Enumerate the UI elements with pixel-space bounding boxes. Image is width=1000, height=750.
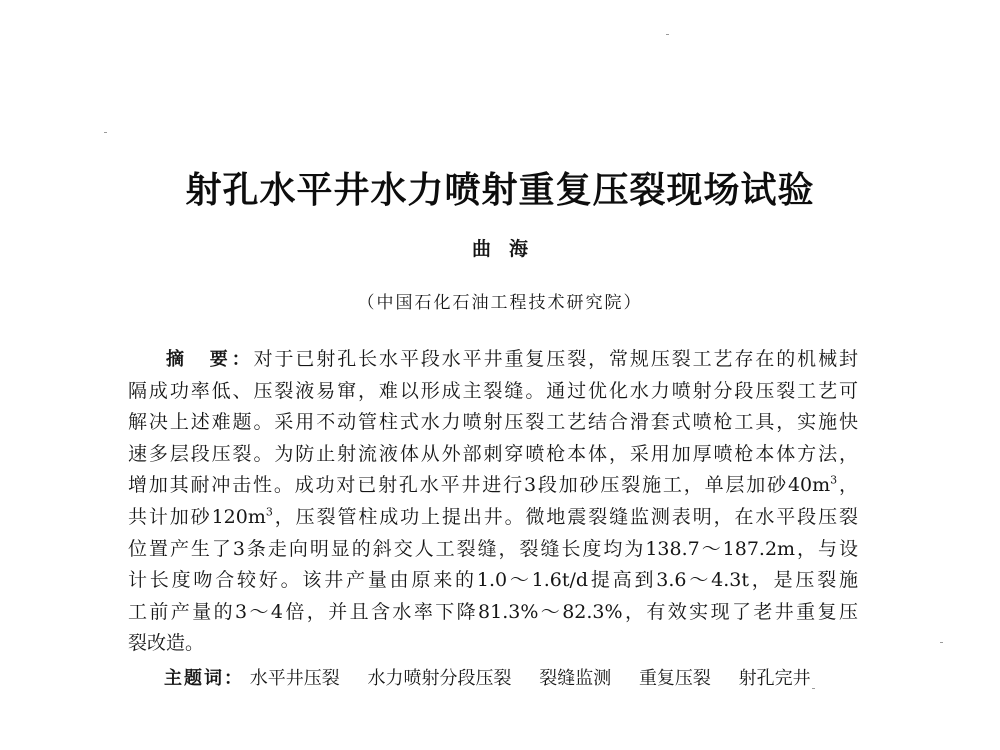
- scan-speck: [940, 642, 943, 643]
- author-name: 曲海: [471, 238, 546, 260]
- abstract-text: 速多层段压裂。为防止射流液体从外部刺穿喷枪本体，采用加厚喷枪本体方法，: [128, 442, 858, 465]
- keywords-line: [164, 664, 833, 694]
- abstract-text: 裂改造。: [128, 632, 205, 655]
- abstract-text: 计长度吻合较好。该井产量由原来的1.0～1.6t/d提高到3.6～4.3t，是压裂施: [128, 569, 858, 592]
- superscript: 3: [265, 505, 273, 519]
- abstract-text: 对于已射孔长水平段水平井重复压裂，常规压裂工艺存在的机械封: [253, 348, 858, 370]
- abstract-line: [128, 534, 858, 566]
- abstract-line: [128, 344, 858, 376]
- abstract-line: [128, 502, 858, 534]
- scan-speck: [104, 132, 107, 133]
- abstract-block: [128, 344, 858, 660]
- abstract-text: ，: [837, 474, 858, 497]
- abstract-line: [128, 407, 858, 439]
- abstract-line: [128, 470, 858, 502]
- keywords-label: 主题词：: [164, 668, 244, 689]
- abstract-text: 解决上述难题。采用不动管柱式水力喷射压裂工艺结合滑套式喷枪工具，实施快: [128, 411, 858, 434]
- keyword: 射孔完井: [738, 668, 811, 689]
- abstract-line: [128, 565, 858, 597]
- abstract-label: 摘 要：: [166, 349, 254, 370]
- abstract-text: 工前产量的3～4倍，并且含水率下降81.3%～82.3%，有效实现了老井重复压: [128, 600, 858, 623]
- keyword: 裂缝监测: [539, 668, 612, 689]
- abstract-text: 共计加砂120m: [128, 505, 266, 528]
- keyword: 水平井压裂: [249, 668, 340, 689]
- paper-title: 射孔水平井水力喷射重复压裂现场试验: [185, 170, 815, 211]
- abstract-text: 隔成功率低、压裂液易窜，难以形成主裂缝。通过优化水力喷射分段压裂工艺可: [128, 379, 858, 402]
- abstract-text: 增加其耐冲击性。成功对已射孔水平井进行3段加砂压裂施工，单层加砂40m: [128, 474, 831, 497]
- superscript: 3: [830, 474, 838, 488]
- keyword: 水力喷射分段压裂: [367, 668, 512, 689]
- abstract-line: [128, 628, 858, 660]
- author-affiliation: （中国石化石油工程技术研究院）: [357, 293, 643, 313]
- abstract-text: 位置产生了3条走向明显的斜交人工裂缝，裂缝长度均为138.7～187.2m，与设: [128, 537, 858, 560]
- scan-speck: [666, 34, 669, 35]
- scan-speck: [812, 688, 815, 689]
- abstract-line: [128, 597, 858, 629]
- abstract-line: [128, 439, 858, 471]
- abstract-text: ，压裂管柱成功上提出井。微地震裂缝监测表明，在水平段压裂: [272, 505, 858, 528]
- keyword: 重复压裂: [638, 668, 711, 689]
- abstract-line: [128, 376, 858, 408]
